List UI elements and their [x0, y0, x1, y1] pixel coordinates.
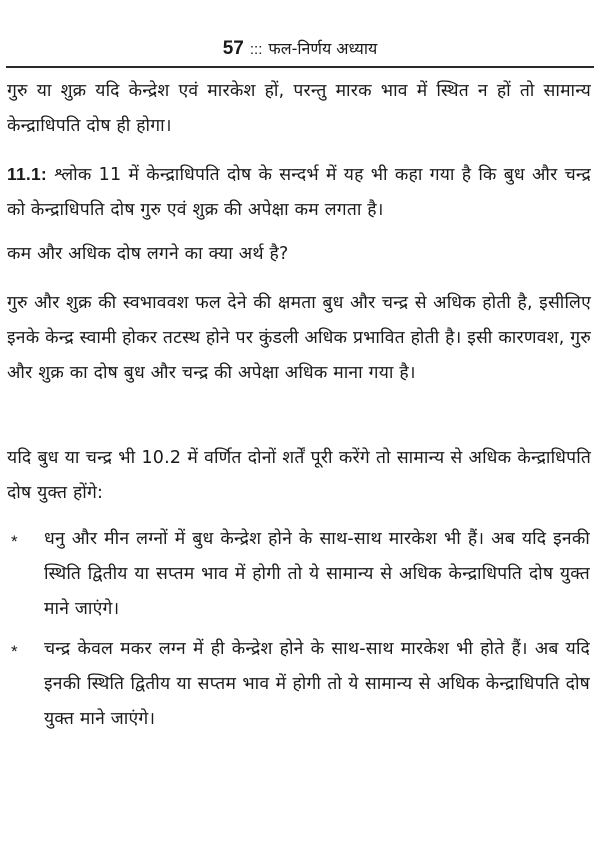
running-header: [0, 38, 600, 61]
chapter-title: फल-निर्णय अध्याय: [268, 39, 378, 58]
section-label: 11.1:: [7, 164, 47, 184]
asterisk-bullet-icon: *: [11, 642, 18, 661]
paragraph-2-text: श्लोक 11 में केन्द्राधिपति दोष के सन्दर्भ में यह भी कहा गया है कि बुध और चन्द्र को केन्द्राधिपति दोष गुरु एवं शुक्र की अपेक्षा कम लगता है।: [7, 165, 591, 220]
paragraph-2: [7, 157, 591, 228]
bullet-text-1: धनु और मीन लग्नों में बुध केन्द्रेश होने के साथ-साथ मारकेश भी हैं। अब यदि इनकी स्थिति द्वितीय या सप्तम भाव में होगी तो ये सामान्य से अधिक केन्द्राधिपति दोष युक्त माने जाएंगे।: [44, 529, 590, 619]
paragraph-5: यदि बुध या चन्द्र भी 10.2 में वर्णित दोनों शर्तें पूरी करेंगे तो सामान्य से अधिक केन्द्राधिपति दोष युक्त होंगे:: [7, 448, 591, 503]
bullet-text-2: चन्द्र केवल मकर लग्न में ही केन्द्रेश होने के साथ-साथ मारकेश भी होते हैं। अब यदि इनकी स्थिति द्वितीय या सप्तम भाव में होगी तो ये सामान्य से अधिक केन्द्राधिपति दोष युक्त माने जाएंगे।: [44, 639, 590, 729]
paragraph-4: गुरु और शुक्र की स्वभाववश फल देने की क्षमता बुध और चन्द्र से अधिक होती है, इसीलिए इनके केन्द्र स्वामी होकर तटस्थ होने पर कुंडली अधिक प्रभावित होती है। इसी कारणवश, गुरु और शुक्र का दोष बुध और चन्द्र की अपेक्षा अधिक माना गया है।: [7, 293, 591, 383]
question-paragraph: कम और अधिक दोष लगने का क्या अर्थ है?: [7, 244, 289, 264]
header-rule: [6, 66, 594, 68]
header-separator: :::: [249, 41, 263, 58]
page-number: 57: [222, 38, 244, 59]
asterisk-bullet-icon: *: [11, 532, 18, 551]
paragraph-1: गुरु या शुक्र यदि केन्द्रेश एवं मारकेश हों, परन्तु मारक भाव में स्थित न हों तो सामान्य केन्द्राधिपति दोष ही होगा।: [7, 81, 591, 136]
